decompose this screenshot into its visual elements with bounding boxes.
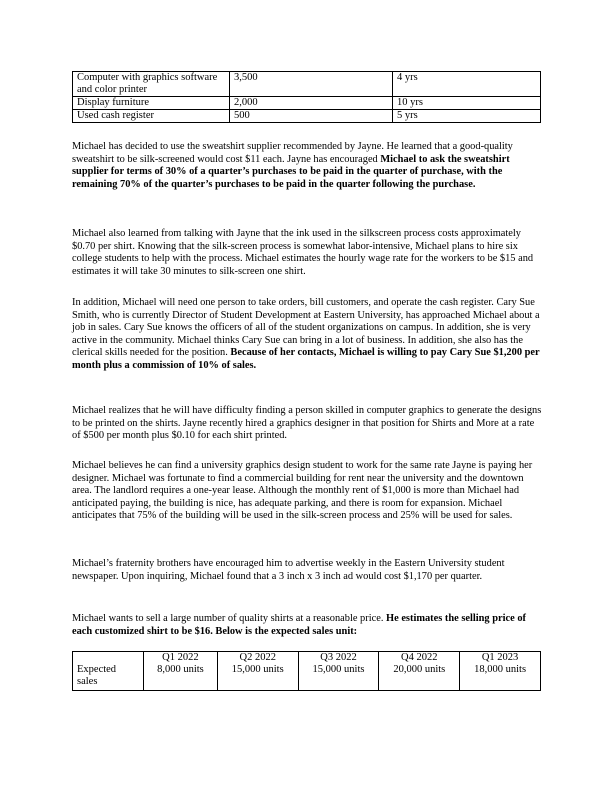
asset-item-cell: Display furniture (73, 97, 230, 110)
paragraph-supplier (72, 141, 544, 191)
asset-item-cell: Used cash register (73, 110, 230, 123)
quarter-header: Q1 2023 (460, 652, 541, 665)
quarter-header: Q3 2022 (298, 652, 379, 665)
quarter-header: Q4 2022 (379, 652, 460, 665)
sales-row-label (73, 652, 144, 691)
sales-value-cell: 20,000 units (379, 664, 460, 691)
asset-item-cell: Computer with graphics software and color printer (73, 72, 230, 97)
paragraph-bold-text: Michael to ask the sweatshirt supplier for terms of 30% of a quarter’s purchases to be paid in the quarter of purchase, with the remaining 70% of the quarter’s purchases to be paid in the quarter following the purchase. (72, 153, 510, 190)
sales-value-cell: 18,000 units (460, 664, 541, 691)
asset-table (72, 71, 541, 123)
paragraph-advertising: Michael’s fraternity brothers have encouraged him to advertise weekly in the Eastern University student newspaper. Upon inquiring, Michael found that a 3 inch x 3 inch ad would cost $1,170 per quarter. (72, 558, 505, 582)
paragraph-graphics: Michael realizes that he will have difficulty finding a person skilled in computer graphics to generate the designs to be printed on the shirts. Jayne recently hired a graphics designer in that position for Shirts and More at a rate of $500 per month plus $0.10 for each shirt printed. (72, 405, 542, 441)
table-row (73, 110, 541, 123)
paragraph-ink-labor: Michael also learned from talking with Jayne that the ink used in the silkscreen process costs approximately $0.70 per shirt. Knowing that the silk-screen process is somewhat labor-intensive, Michael plans to hire six college students to help with the process. Michael estimates the hourly wage rate for the workers to be $15 and estimates it will take 30 minutes to silk-screen one shirt. (72, 228, 534, 277)
asset-cost-cell: 500 (230, 110, 393, 123)
quarter-header: Q2 2022 (217, 652, 298, 665)
table-row (73, 652, 541, 665)
sales-value-cell: 15,000 units (217, 664, 298, 691)
paragraph-pricing (72, 613, 544, 638)
asset-life-cell: 10 yrs (393, 97, 541, 110)
paragraph-rent: Michael believes he can find a university graphics design student to work for the same rate Jayne is paying her designer. Michael was fortunate to find a commercial building for rent near the university and the downtown area. The landlord requires a one-year lease. Although the monthly rent of $1,000 is more than Michael had anticipated paying, the building is nice, has adequate parking, and there is room for expansion. Michael anticipates that 75% of the building will be used in the silk-screen process and 25% will be used for sales. (72, 460, 533, 521)
paragraph-text: In addition, Michael will need one person to take orders, bill customers, and operate the cash register. Cary Sue Smith, who is currently Director of Student Development at Eastern University, has approached Michael about a job in sales. Cary Sue knows the officers of all of the student organizations on campus. In addition, she is very active in the community. Michael thinks Cary Sue can bring in a lot of business. In addition, she also has the clerical skills needed for the position. (72, 297, 540, 358)
paragraph-sales-staff (72, 297, 544, 372)
sales-row-label-text: Expected sales (77, 664, 117, 687)
asset-cost-cell: 2,000 (230, 97, 393, 110)
paragraph-bold-text: He estimates the selling price of each customized shirt to be $16. Below is the expected sales unit: (72, 613, 526, 637)
asset-life-cell: 5 yrs (393, 110, 541, 123)
sales-value-cell: 15,000 units (298, 664, 379, 691)
sales-value-cell: 8,000 units (144, 664, 218, 691)
asset-life-cell: 4 yrs (393, 72, 541, 97)
asset-cost-cell: 3,500 (230, 72, 393, 97)
table-row (73, 72, 541, 97)
sales-table (72, 651, 541, 691)
table-row (73, 97, 541, 110)
table-row (73, 664, 541, 691)
quarter-header: Q1 2022 (144, 652, 218, 665)
paragraph-text: Michael has decided to use the sweatshirt supplier recommended by Jayne. He learned that a good-quality sweatshirt to be silk-screened would cost $11 each. Jayne has encouraged (72, 141, 513, 165)
paragraph-text: Michael wants to sell a large number of quality shirts at a reasonable price. (72, 613, 387, 624)
paragraph-bold-text: Because of her contacts, Michael is willing to pay Cary Sue $1,200 per month plus a commission of 10% of sales. (72, 347, 540, 371)
